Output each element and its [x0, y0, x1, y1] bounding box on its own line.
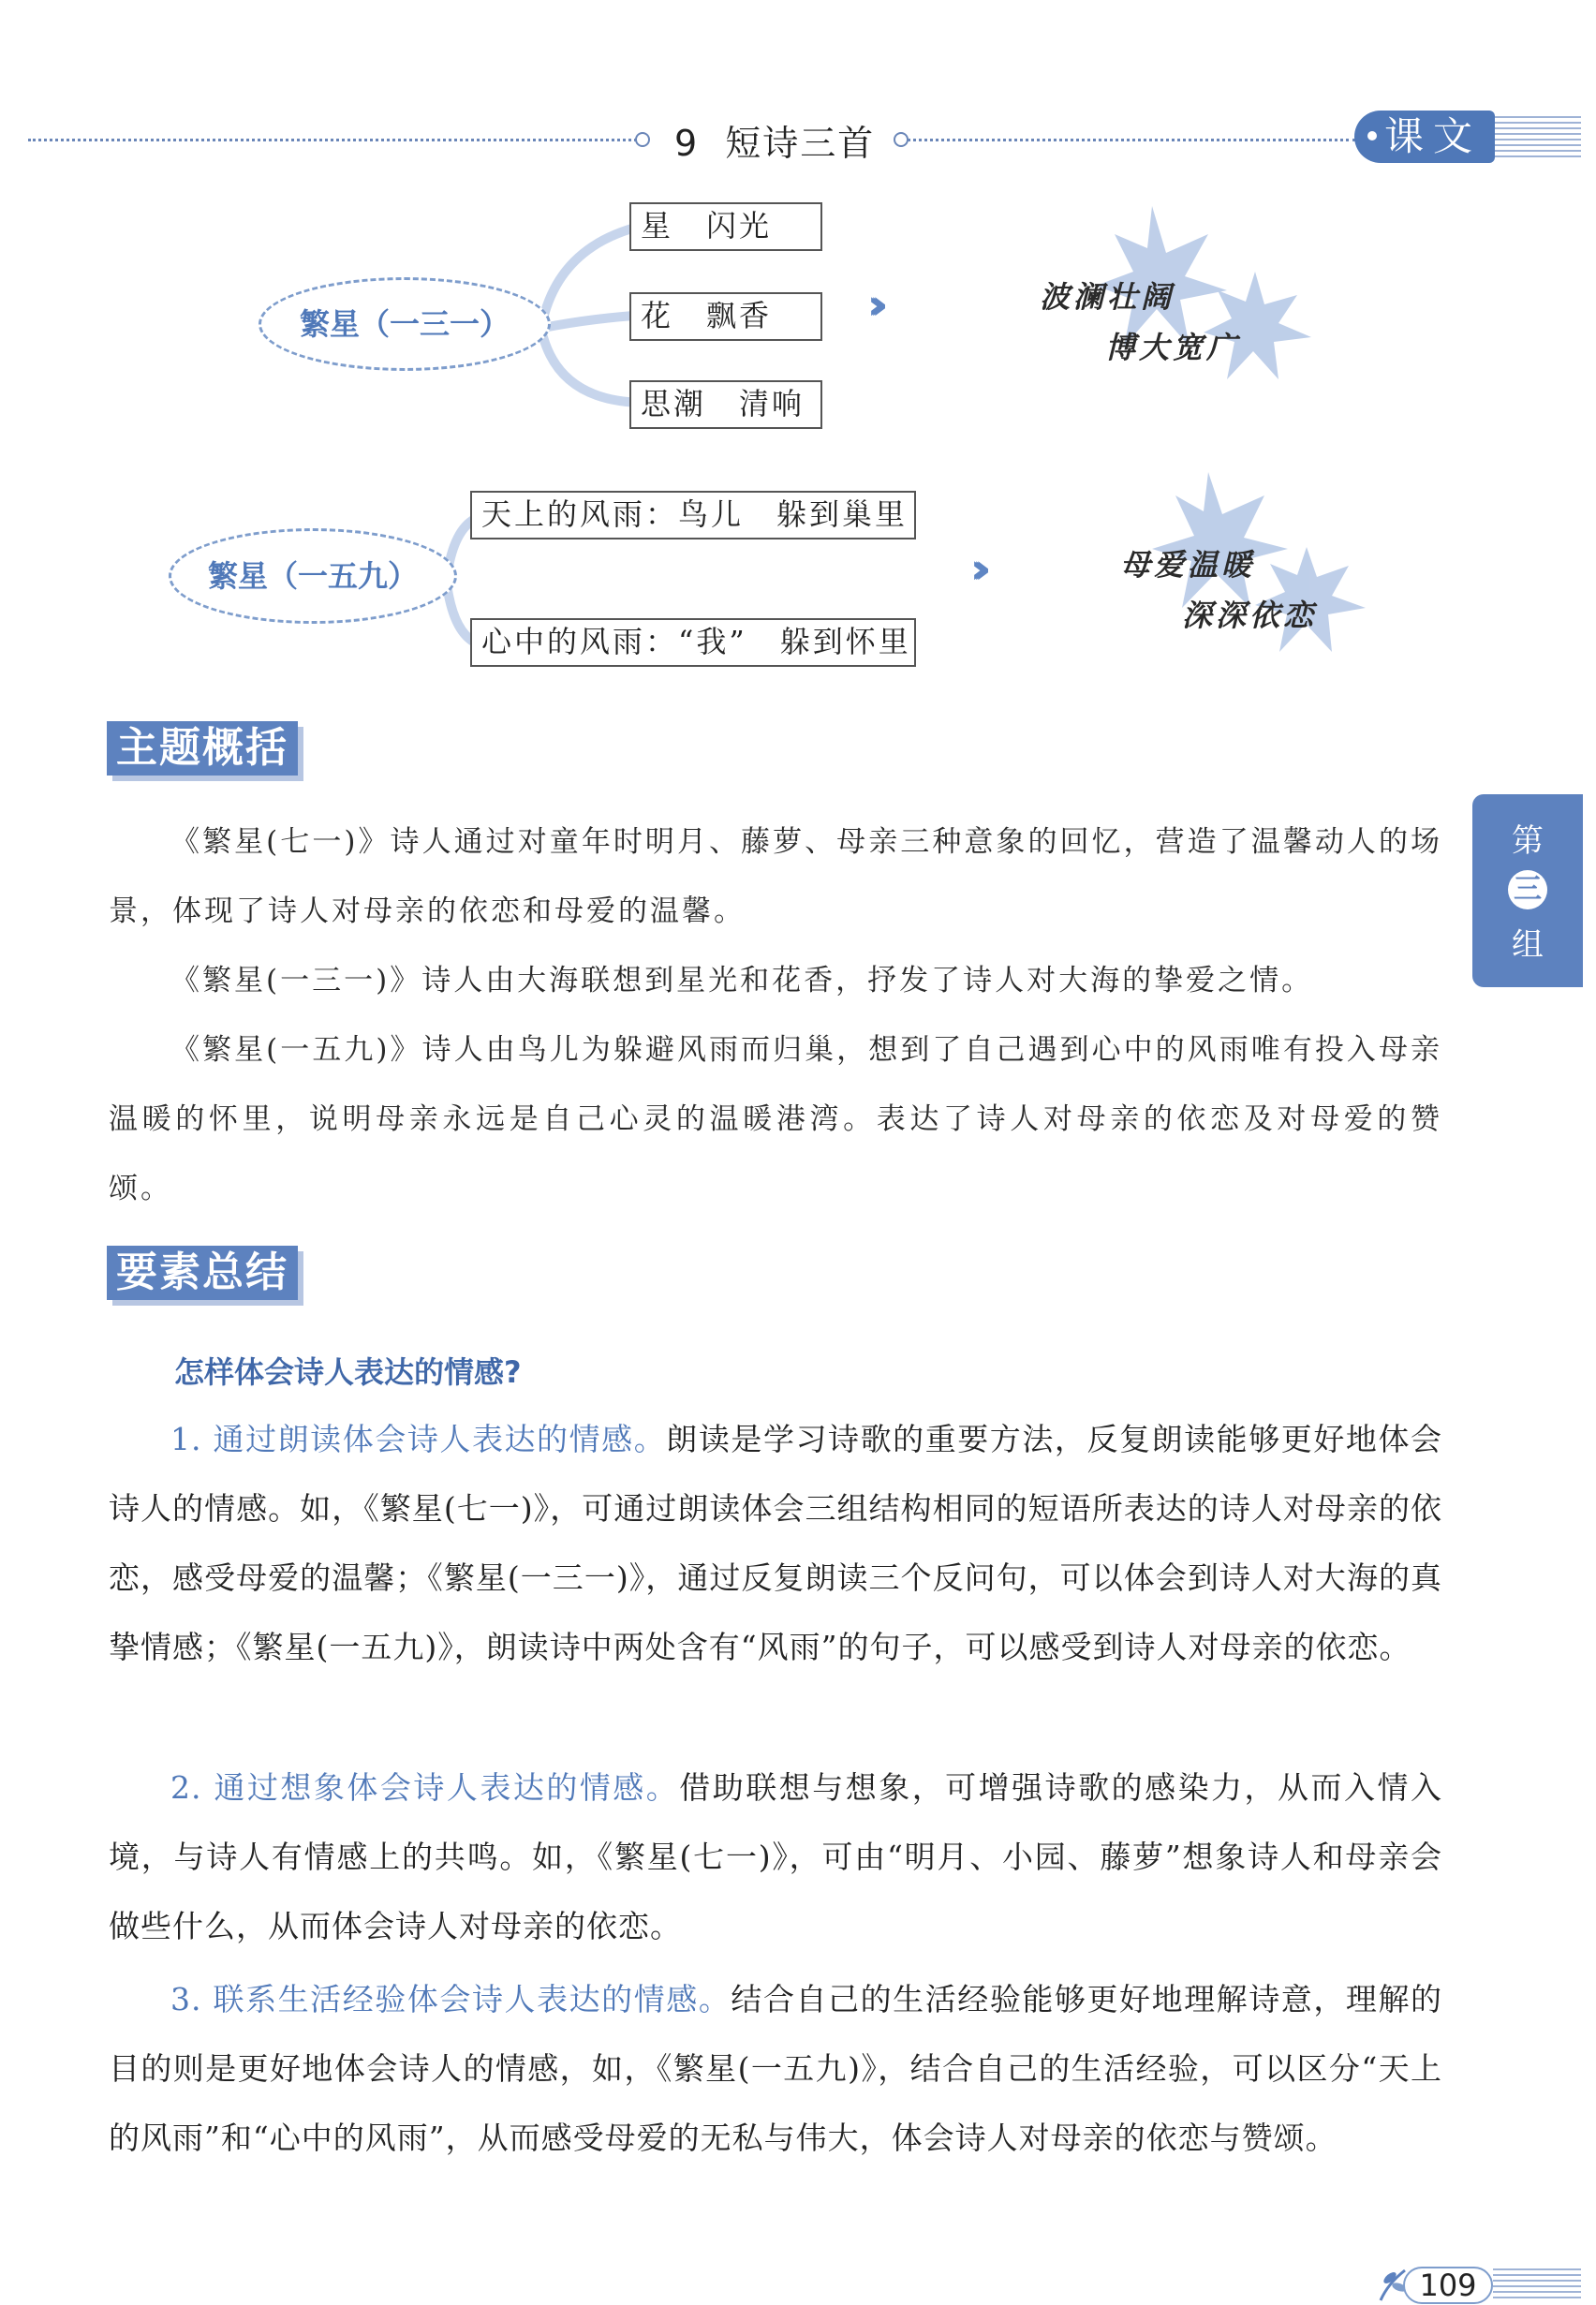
- mindmap2-center: [169, 528, 457, 624]
- mindmap1-item-1: 星 闪光: [629, 202, 822, 251]
- section-heading-theme: 主题概括: [107, 721, 298, 776]
- summary-point-2-text: 借助联想与想象，可增强诗歌的感染力，从而入情入境，与诗人有情感上的共鸣。如，《繁星(七一)》，可由“明月、小园、藤萝”想象诗人和母亲会做些什么，从而体会诗人对母亲的依恋。: [109, 1769, 1442, 1944]
- mindmap1-result-line-1: 波澜壮阔: [1040, 279, 1175, 315]
- mindmap1-center-text: 繁星（一三一）: [299, 306, 510, 342]
- lesson-number: 9: [674, 123, 700, 164]
- summary-point-2: [109, 1753, 1442, 1961]
- unit-side-tab: [1472, 794, 1583, 987]
- summary-point-3: [109, 1965, 1442, 2173]
- mindmap1-item-3: 思潮 清响: [629, 380, 822, 429]
- mindmap2-center-text: 繁星（一五九）: [207, 558, 418, 594]
- tag-dot-icon: [1367, 131, 1377, 140]
- header-rule-dot-left: [635, 132, 650, 147]
- summary-point-1: [109, 1405, 1442, 1682]
- mindmap1-item-2: 花 飘香: [629, 292, 822, 341]
- summary-point-2-lead: 2. 通过想象体会诗人表达的情感。: [170, 1769, 680, 1806]
- lesson-title-text: 短诗三首: [725, 123, 876, 164]
- side-tab-top: 第: [1512, 822, 1544, 860]
- lesson-type-tag-text: 课文: [1384, 113, 1483, 159]
- mindmap1-arrow-icon: ›››: [867, 281, 874, 329]
- lesson-title: [674, 114, 875, 166]
- theme-paragraph-1: 《繁星(七一)》诗人通过对童年时明月、藤萝、母亲三种意象的回忆，营造了温馨动人的场景，体现了诗人对母亲的依恋和母爱的温馨。: [109, 825, 1442, 928]
- mindmap2-arrow-icon: ›››: [970, 545, 977, 593]
- header-rule-right: [907, 139, 1356, 141]
- summary-point-3-text: 结合自己的生活经验能够更好地理解诗意，理解的目的则是更好地体会诗人的情感，如，《繁星(一五九)》，结合自己的生活经验，可以区分“天上的风雨”和“心中的风雨”，从而感受母爱的无私与伟大，体会诗人对母亲的依恋与赞颂。: [109, 1981, 1443, 2156]
- lesson-type-tag: [1354, 111, 1495, 163]
- summary-question: 怎样体会诗人表达的情感?: [174, 1354, 522, 1390]
- mindmap1-center: [259, 277, 551, 371]
- theme-paragraph-2: 《繁星(一三一)》诗人由大海联想到星光和花香，抒发了诗人对大海的挚爱之情。: [170, 964, 1314, 997]
- section-heading-summary: 要素总结: [107, 1246, 298, 1300]
- mindmap2-result-line-1: 母爱温暖: [1120, 547, 1256, 583]
- summary-point-3-lead: 3. 联系生活经验体会诗人表达的情感。: [170, 1981, 732, 2017]
- footer-stripes: [1493, 2268, 1581, 2300]
- summary-point-1-lead: 1. 通过朗读体会诗人表达的情感。: [170, 1421, 667, 1457]
- mindmap1-result-line-2: 博大宽广: [1105, 330, 1241, 365]
- mindmap2-item-2: 心中的风雨：“我” 躲到怀里: [470, 618, 916, 667]
- mindmap2-result-line-2: 深深依恋: [1182, 598, 1318, 633]
- theme-paragraph-3: 《繁星(一五九)》诗人由鸟儿为躲避风雨而归巢，想到了自己遇到心中的风雨唯有投入母亲温暖的怀里，说明母亲永远是自己心灵的温暖港湾。表达了诗人对母亲的依恋及对母爱的赞颂。: [109, 1033, 1442, 1205]
- side-tab-unit-number: 三: [1508, 870, 1547, 909]
- page-number: 109: [1403, 2267, 1493, 2304]
- mindmap2-item-1: 天上的风雨：鸟儿 躲到巢里: [470, 491, 916, 539]
- side-tab-bottom: 组: [1512, 926, 1544, 964]
- header-stripes: [1495, 116, 1581, 157]
- header-rule-left: [28, 139, 637, 141]
- summary-point-1-text: 朗读是学习诗歌的重要方法，反复朗读能够更好地体会诗人的情感。如，《繁星(七一)》，可通过朗读体会三组结构相同的短语所表达的诗人对母亲的依恋，感受母爱的温馨；《繁星(一三一)》，通过反复朗读三个反问句，可以体会到诗人对大海的真挚情感；《繁星(一五九)》，朗读诗中两处含有“风雨”的句子，可以感受到诗人对母亲的依恋。: [109, 1421, 1443, 1665]
